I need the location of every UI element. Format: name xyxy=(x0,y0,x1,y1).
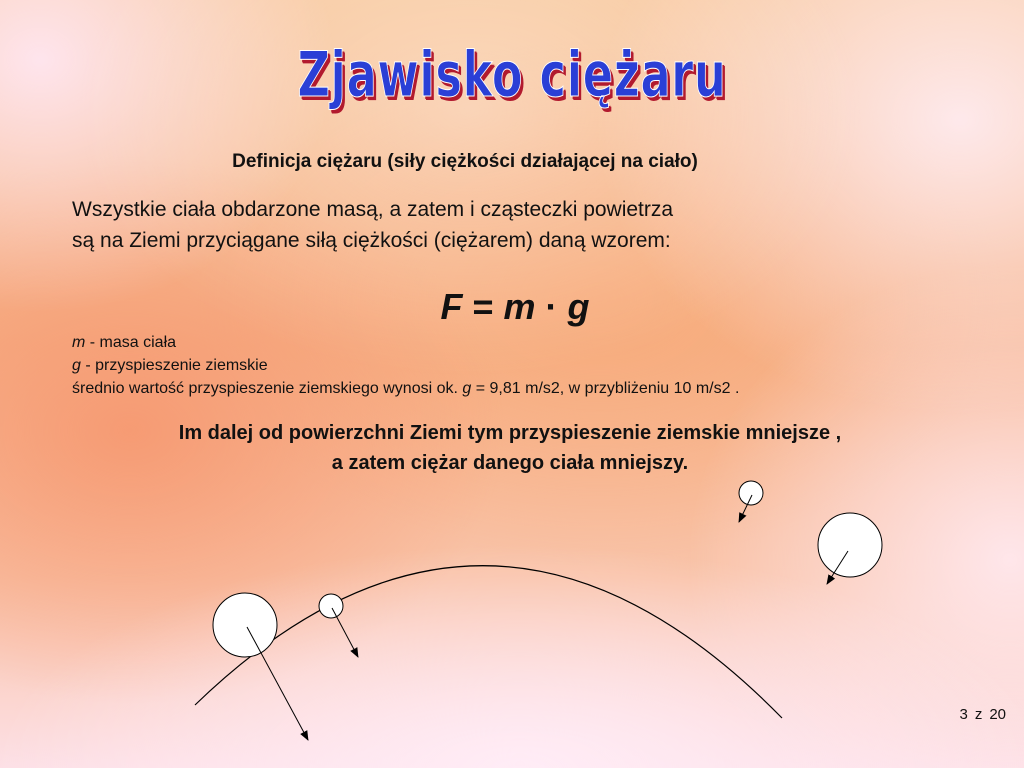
mass-description: - masa ciała xyxy=(85,334,177,351)
earth-surface-arc xyxy=(195,566,782,718)
definition-heading: Definicja ciężaru (siły ciężkości działającej na ciało) xyxy=(232,151,698,172)
intro-line-1: Wszystkie ciała obdarzone masą, a zatem i cząsteczki powietrza xyxy=(72,198,674,221)
page-number xyxy=(959,706,1006,723)
intro-line-2: są na Ziemi przyciągane siłą ciężkości (ciężarem) daną wzorem: xyxy=(72,229,671,252)
formula-force: F xyxy=(440,286,463,327)
average-suffix: = 9,81 m/s2, w przybliżeniu 10 m/s2 . xyxy=(471,380,740,397)
formula-dot: · xyxy=(545,286,558,327)
small-body-high xyxy=(739,481,763,505)
average-symbol: g xyxy=(462,380,472,397)
slide-title: Zjawisko ciężaru xyxy=(297,38,727,111)
weight-arrow-large-surface xyxy=(247,627,308,740)
large-body-on-surface xyxy=(213,593,277,657)
gravity-symbol: g xyxy=(72,357,81,374)
page-current: 3 xyxy=(959,706,968,723)
average-prefix: średnio wartość przyspieszenie ziemskiego wynosi ok. xyxy=(72,380,463,397)
weight-arrow-small-surface xyxy=(332,608,358,657)
formula-mass: m xyxy=(503,286,536,327)
conclusion-line-2: a zatem ciężar danego ciała mniejszy. xyxy=(331,452,689,474)
page-total: 20 xyxy=(989,706,1006,723)
conclusion-line-1: Im dalej od powierzchni Ziemi tym przyspieszenie ziemskie mniejsze , xyxy=(178,422,842,444)
large-body-high xyxy=(818,513,882,577)
gravity-description: - przyspieszenie ziemskie xyxy=(80,357,268,374)
mass-symbol: m xyxy=(72,334,86,351)
formula-gravity: g xyxy=(567,286,590,327)
small-body-on-surface xyxy=(319,594,343,618)
page-separator: z xyxy=(974,706,983,723)
formula-equals: = xyxy=(472,286,494,327)
